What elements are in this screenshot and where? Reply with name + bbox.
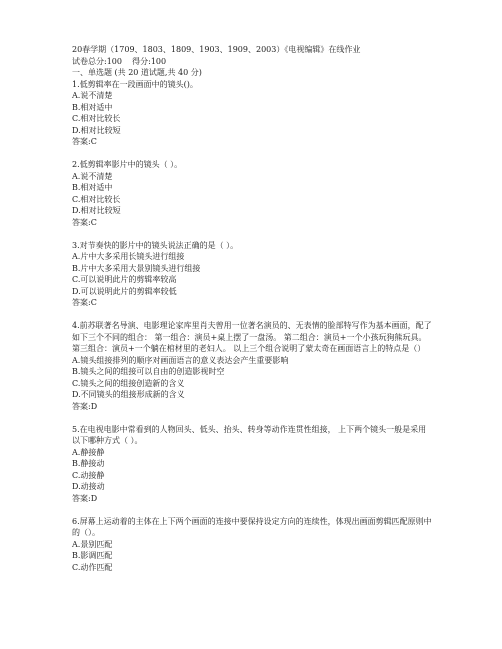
question-text: 6.屏幕上运动着的主体在上下两个画面的连接中要保持设定方向的连续性，体现出画面剪辑匹配原则中的（）。: [72, 516, 432, 537]
answer: 答案:C: [72, 137, 97, 146]
option: B.镜头之间的组接可以自由的创造影视时空: [72, 367, 225, 376]
option: C.镜头之间的组接创造新的含义: [72, 378, 185, 388]
question-block: [72, 424, 432, 505]
option: C.动作匹配: [72, 562, 113, 572]
option: D.相对比较短: [72, 125, 121, 135]
option: D.可以说明此片的剪辑率较低: [72, 286, 177, 296]
option: C.相对比较长: [72, 194, 121, 204]
answer: 答案:D: [72, 493, 98, 503]
question-text: 3.对节奏快的影片中的镜头说法正确的是（ ）。: [72, 240, 239, 250]
option: B.相对适中: [72, 183, 113, 192]
question-text: 4.前苏联著名导演、电影理论家库里肖夫曾用一位著名演员的、无表情的脸部特写作为基本画面，配了如下三个不同的组合： 第一组合：演员+桌上摆了一盘汤。 第二组合：演员+一个小孩玩狗熊玩具。 第三组合：演员+一个躺在棺材里的老妇人。 以上三个组合说明了蒙太奇在画面语言上的特点是（）: [72, 321, 432, 353]
option: A.镜头组接排列的顺序对画面语言的意义表达会产生重要影响: [72, 355, 289, 365]
option: B.片中大多采用大景别镜头进行组接: [72, 263, 201, 273]
option: B.影调匹配: [72, 551, 113, 560]
option: A.静接静: [72, 447, 105, 457]
option: D.动接动: [72, 482, 105, 491]
option: D.相对比较短: [72, 206, 121, 215]
option: C.可以说明此片的剪辑率较高: [72, 275, 177, 284]
option: A.说不清楚: [72, 91, 113, 100]
answer: 答案:C: [72, 298, 97, 307]
question-text: 2.低剪辑率影片中的镜头（ ）。: [72, 160, 183, 169]
document-title: 20春学期（1709、1803、1809、1903、1909、2003）《电视编辑》在线作业: [72, 45, 361, 54]
answer: 答案:D: [72, 401, 98, 411]
option: C.动接静: [72, 470, 105, 480]
question-block: [72, 516, 432, 574]
question-text: 5.在电视电影中常看到的人物回头、低头、抬头、转身等动作连贯性组接， 上下两个镜头一般是采用以下哪种方式（ ）。: [72, 424, 427, 445]
question-text: 1.低剪辑率在一段画面中的镜头()。: [72, 79, 198, 89]
option: A.说不清楚: [72, 171, 113, 181]
question-block: [72, 159, 432, 228]
option: A.片中大多采用长镜头进行组接: [72, 252, 185, 261]
question-block: [72, 240, 432, 309]
section-heading: 一、单选题 (共 20 道试题,共 40 分): [72, 68, 202, 77]
question-block: [72, 79, 432, 148]
question-block: [72, 320, 432, 412]
option: B.相对适中: [72, 102, 113, 112]
option: A.景别匹配: [72, 539, 113, 549]
score-line: 试卷总分:100 得分:100: [72, 56, 167, 66]
answer: 答案:C: [72, 217, 97, 227]
option: D.不同镜头的组接形成新的含义: [72, 390, 185, 399]
option: C.相对比较长: [72, 114, 121, 123]
option: B.静接动: [72, 459, 105, 468]
document-content: [72, 44, 432, 573]
